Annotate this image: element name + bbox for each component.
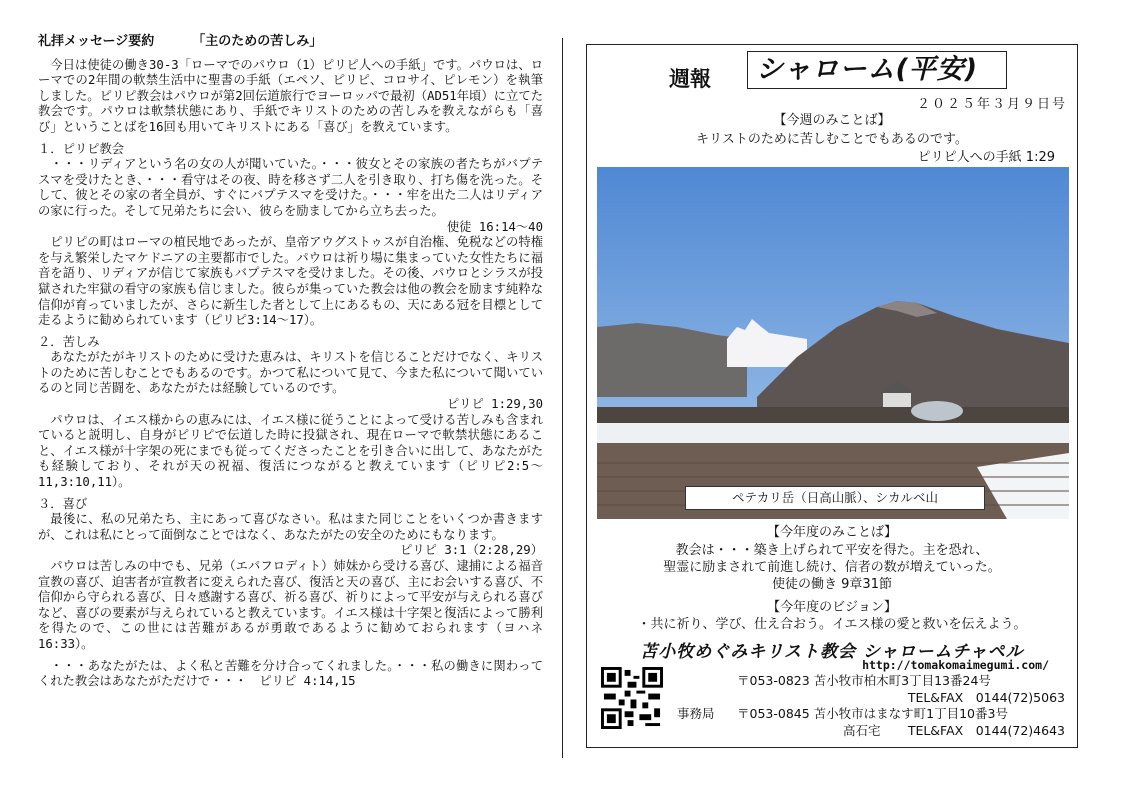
scripture-ref-4: ピリピ 4:14,15: [259, 674, 356, 689]
landscape-photo: [597, 167, 1069, 519]
message-summary: [38, 34, 543, 690]
vision-text: ・共に祈り、学び、仕え合おう。イエス様の愛と救いを伝えよう。: [637, 617, 1027, 632]
bulletin-frame: [586, 44, 1078, 748]
office-tel: TEL&FAX 0144(72)4643: [907, 723, 1065, 738]
page-divider: [562, 38, 563, 758]
scripture-quote-2: あなたがたがキリストのために受けた恵みは、キリストを信じることだけでなく、キリストのために苦しむことでもあるのです。かつて私について見て、今また私について聞いているのと同じ苦闘を、あなたがたは経験しているのです。: [38, 350, 543, 396]
office-address: 〒053-0845 苫小牧市はまなす町1丁目10番3号: [737, 706, 1008, 721]
vision-heading: 【今年度のビジョン】: [767, 600, 897, 615]
scripture-ref-2: ピリピ 1:29,30: [446, 397, 543, 412]
church-tel: TEL&FAX 0144(72)5063: [907, 690, 1065, 705]
paragraph-philippi-church: ピリピの町はローマの植民地であったが、皇帝アウグストゥスが自治権、免税などの特権を与え繁栄したマケドニアの主要都市でした。パウロは祈り場に集まっていた女性たちに福音を語り、リディアが信じて家族もバプテスマを受けました。その後、パウロとシラスが投獄された牢獄の看守の家族も信じました。彼らが集っていた教会は他の教会を励ます純粋な信仰が育っていましたが、さらに新生した者として上にあるもの、天にある冠を目標として走るように勧められています（ピリピ3:14～17）。: [38, 235, 543, 328]
section-heading-3: ３．喜び: [38, 496, 88, 511]
issue-date: ２０２５年３月９日号: [916, 97, 1067, 112]
scripture-ref-1: 使徒 16:14～40: [446, 219, 543, 234]
intro-paragraph: 今日は使徒の働き30-3「ローマでのパウロ（1）ピリピ人への手紙」です。パウロは、ローマでの2年間の軟禁生活中に聖書の手紙（エペソ、ピリピ、コロサイ、ピレモン）を執筆しました。ピリピ教会はパウロが第2回伝道旅行でヨーロッパで最初（AD51年頃）に立てた教会です。パウロは軟禁状態にあり、手紙でキリストのための苦しみを教えながらも「喜び」ということばを16回も用いてキリストにある「喜び」を教えています。: [38, 57, 543, 134]
weekly-word-ref: ピリピ人への手紙 1:29: [917, 150, 1055, 165]
weekly-label: 週報: [669, 67, 711, 91]
photo-caption: ペテカリ岳（日高山脈）、シカルベ山: [685, 486, 985, 510]
paragraph-joy: パウロは苦しみの中でも、兄弟（エパフロディト）姉妹から受ける喜び、逮捕による福音宣教の喜び、迫害者が宣教者に変えられた喜び、復活と天の喜び、主にお会いする喜び、不信仰から守られる喜び、日々感謝する喜び、祈る喜び、祈りによって平安が与えられる喜びなど、喜びの要素が与えられていると教えています。イエス様は十字架と復活によって勝利を得たので、この世には苦難があるが勇敢であるように勧めておられます（ヨハネ 16:33）。: [38, 559, 543, 651]
office-label: 事務局: [677, 706, 715, 721]
scripture-quote-3: 最後に、私の兄弟たち、主にあって喜びなさい。私はまた同じことをいくつか書きますが、これは私にとって面倒なことではなく、あなたがたの安全のためにもなります。: [38, 512, 543, 542]
qr-code-icon[interactable]: [601, 667, 663, 729]
scripture-quote-1: ・・・リディアという名の女の人が聞いていた。・・・彼女とその家族の者たちがバプテスマを受けたとき、・・・看守はその夜、時を移さず二人を引き取り、打ち傷を洗った。そして、彼とその家の者全員が、すぐにバプテスマを受けた。・・・牢を出た二人はリディアの家に行った。そして兄弟たちに会い、彼らを励ましてから立ち去った。: [38, 157, 543, 218]
year-word-heading: 【今年度のみことば】: [766, 525, 897, 540]
section-heading-1: １．ピリピ教会: [38, 141, 125, 156]
church-address: 〒053-0823 苫小牧市柏木町3丁目13番24号: [737, 673, 991, 688]
weekly-word-text: キリストのために苦しむことでもあるのです。: [696, 132, 968, 147]
weekly-word-heading: 【今週のみことば】: [773, 113, 891, 128]
sermon-title: 「主のための苦しみ」: [192, 34, 323, 49]
mountain-scene-image: [597, 167, 1069, 519]
scripture-ref-3: ピリピ 3:1（2:28,29）: [400, 543, 543, 558]
website-link[interactable]: http://tomakomaimegumi.com/: [862, 658, 1049, 672]
office-name: 高石宅: [843, 723, 881, 738]
summary-header: [38, 34, 543, 50]
paragraph-suffering: パウロは、イエス様からの恵みには、イエス様に従うことによって受ける苦しみも含まれていると説明し、自身がピリピで伝道した時に投獄され、現在ローマで軟禁状態にあること、イエス様が十字架の死にまでも従ってくださったことを引き合いに出して、あなたがたも経験しており、それが天の祝福、復活につながると教えています（ピリピ2:5～11,3:10,11）。: [38, 412, 543, 490]
year-word-ref: 使徒の働き 9章31節: [772, 577, 892, 592]
church-name: 苫小牧めぐみキリスト教会 シャロームチャペル: [640, 642, 1024, 662]
summary-title: 礼拝メッセージ要約: [38, 34, 155, 49]
section-heading-2: ２．苦しみ: [38, 334, 100, 349]
scripture-quote-4: [38, 659, 543, 690]
bulletin-title: シャローム(平安): [747, 51, 1007, 89]
year-word-line1: 教会は・・・築き上げられて平安を得た。主を恐れ、: [675, 543, 989, 558]
quote-4-text: ・・・あなたがたは、よく私と苦難を分け合ってくれました。・・・私の働きに関わってくれた教会はあなたがただけで・・・: [38, 658, 543, 689]
year-word-line2: 聖霊に励まされて前進し続け、信者の数が増えていった。: [663, 560, 1001, 575]
